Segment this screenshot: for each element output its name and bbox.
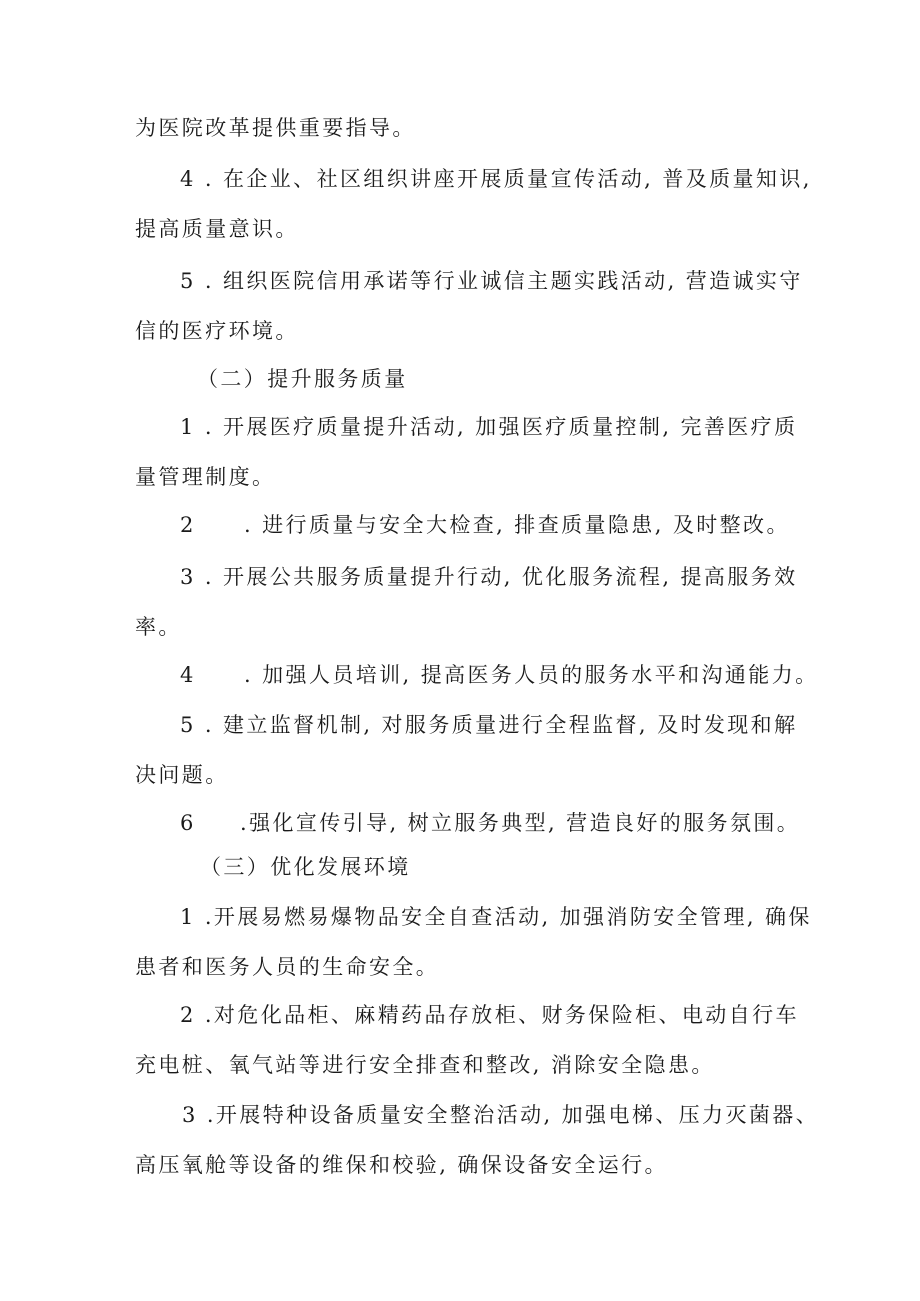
list-item-line: 3 . 开展公共服务质量提升行动, 优化服务流程, 提高服务效	[180, 565, 798, 589]
list-item-line: 4 . 在企业、社区组织讲座开展质量宣传活动, 普及质量知识,	[180, 167, 812, 191]
list-item-number: 6	[180, 811, 196, 835]
list-item-line: .强化宣传引导, 树立服务典型, 营造良好的服务氛围。	[240, 811, 801, 835]
list-item-line: . 加强人员培训, 提高医务人员的服务水平和沟通能力。	[244, 663, 819, 687]
list-item-line: 1 .开展易燃易爆物品安全自查活动, 加强消防安全管理, 确保	[180, 905, 812, 929]
paragraph-line: 量管理制度。	[135, 465, 276, 489]
section-heading: （三）优化发展环境	[200, 855, 411, 879]
paragraph-line: 决问题。	[135, 763, 229, 787]
paragraph-line: 率。	[135, 615, 182, 639]
paragraph-line: 信的医疗环境。	[135, 319, 299, 343]
paragraph-line: 患者和医务人员的生命安全。	[135, 955, 440, 979]
list-item-line: 3 .开展特种设备质量安全整治活动, 加强电梯、压力灭菌器、	[182, 1103, 820, 1127]
paragraph-line: 为医院改革提供重要指导。	[135, 116, 416, 140]
list-item-line: . 进行质量与安全大检查, 排查质量隐患, 及时整改。	[244, 513, 790, 537]
list-item-number: 4	[180, 663, 196, 687]
list-item-line: 5 . 组织医院信用承诺等行业诚信主题实践活动, 营造诚实守	[180, 269, 803, 293]
list-item-number: 2	[180, 513, 196, 537]
paragraph-line: 充电桩、氧气站等进行安全排查和整改, 消除安全隐患。	[135, 1053, 715, 1077]
paragraph-line: 提高质量意识。	[135, 217, 299, 241]
paragraph-line: 高压氧舱等设备的维保和校验, 确保设备安全运行。	[135, 1153, 668, 1177]
list-item-line: 2 .对危化品柜、麻精药品存放柜、财务保险柜、电动自行车	[180, 1003, 799, 1027]
section-heading: （二）提升服务质量	[197, 367, 408, 391]
list-item-line: 5 . 建立监督机制, 对服务质量进行全程监督, 及时发现和解	[180, 713, 798, 737]
list-item-line: 1 . 开展医疗质量提升活动, 加强医疗质量控制, 完善医疗质	[180, 415, 798, 439]
